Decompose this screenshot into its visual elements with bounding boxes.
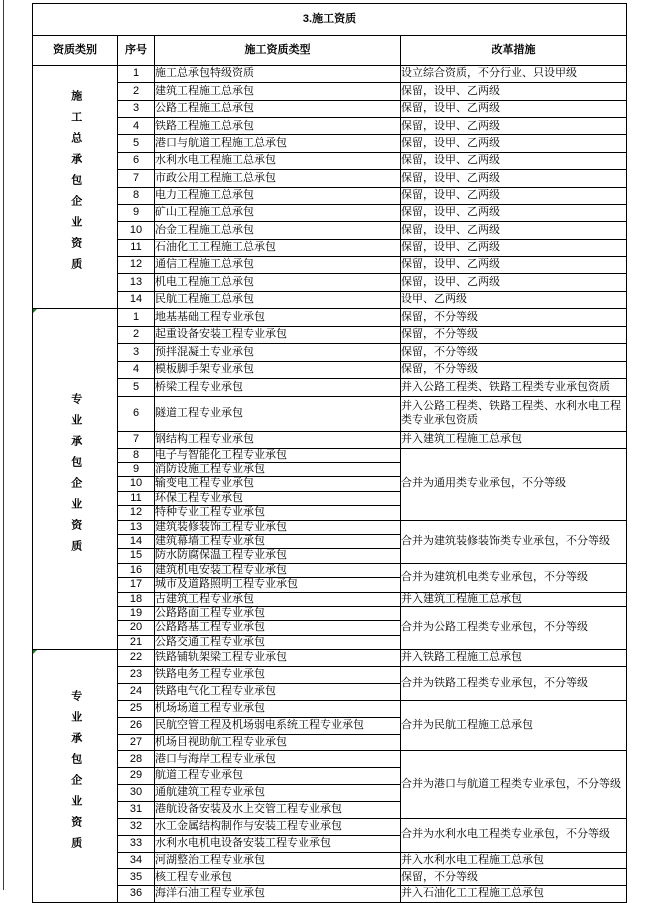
sheet-gridline-left <box>3 0 4 890</box>
row-number-cell: 35 <box>118 869 155 886</box>
type-cell: 机电工程施工总承包 <box>155 274 401 291</box>
measure-cell: 保留，设甲、乙两级 <box>401 118 627 135</box>
table-row <box>33 818 627 835</box>
type-cell: 港口与海岸工程专业承包 <box>155 751 401 768</box>
measure-cell: 保留，设甲、乙两级 <box>401 170 627 187</box>
table-row <box>33 379 627 397</box>
type-cell: 港航设备安装及水上交管工程专业承包 <box>155 801 401 818</box>
row-number-cell: 28 <box>118 751 155 768</box>
measure-cell: 保留，设甲、乙两级 <box>401 274 627 291</box>
measure-cell: 并入建筑工程施工总承包 <box>401 592 627 606</box>
excel-error-marker-icon <box>33 309 37 313</box>
type-cell: 水利水电机电设备安装工程专业承包 <box>155 835 401 852</box>
title-row <box>33 4 627 36</box>
row-number-cell: 3 <box>118 100 155 117</box>
row-number-cell: 24 <box>118 683 155 700</box>
row-number-cell: 34 <box>118 852 155 869</box>
table-row <box>33 700 627 717</box>
type-cell: 输变电工程专业承包 <box>155 477 401 491</box>
row-number-cell: 10 <box>118 477 155 491</box>
row-number-cell: 12 <box>118 506 155 520</box>
row-number-cell: 14 <box>118 291 155 308</box>
row-number-cell: 7 <box>118 170 155 187</box>
category-cell <box>33 650 118 903</box>
excel-error-marker-icon <box>33 650 37 654</box>
row-number-cell: 30 <box>118 785 155 802</box>
type-cell: 公路路基工程专业承包 <box>155 621 401 635</box>
column-header-type: 施工资质类型 <box>155 36 401 66</box>
type-cell: 地基基础工程专业承包 <box>155 309 401 327</box>
type-cell: 铁路铺轨架梁工程专业承包 <box>155 650 401 667</box>
qualification-table-body <box>33 4 627 903</box>
table-row <box>33 66 627 83</box>
measure-cell: 合并为建筑装修装饰类专业承包，不分等级 <box>401 520 627 563</box>
measure-cell: 合并为公路工程类专业承包，不分等级 <box>401 607 627 650</box>
category-label: 施工总承包企业资质 <box>69 90 82 280</box>
type-cell: 公路工程施工总承包 <box>155 100 401 117</box>
category-cell <box>33 309 118 650</box>
measure-cell: 保留，不分等级 <box>401 309 627 327</box>
measure-cell: 保留，设甲、乙两级 <box>401 239 627 256</box>
table-row <box>33 344 627 362</box>
type-cell: 建筑机电安装工程专业承包 <box>155 563 401 577</box>
row-number-cell: 8 <box>118 187 155 204</box>
row-number-cell: 25 <box>118 700 155 717</box>
type-cell: 防水防腐保温工程专业承包 <box>155 549 401 563</box>
measure-cell: 合并为港口与航道工程类专业承包，不分等级 <box>401 751 627 818</box>
type-cell: 起重设备安装工程专业承包 <box>155 326 401 344</box>
type-cell: 预拌混凝土专业承包 <box>155 344 401 362</box>
measure-cell: 保留，设甲、乙两级 <box>401 152 627 169</box>
table-row <box>33 326 627 344</box>
row-number-cell: 5 <box>118 135 155 152</box>
row-number-cell: 11 <box>118 239 155 256</box>
measure-cell: 保留，设甲、乙两级 <box>401 256 627 273</box>
row-number-cell: 22 <box>118 650 155 667</box>
row-number-cell: 29 <box>118 768 155 785</box>
measure-cell: 并入公路工程类、铁路工程类、水利水电工程类专业承包资质 <box>401 396 627 431</box>
type-cell: 电子与智能化工程专业承包 <box>155 448 401 462</box>
measure-cell: 保留，不分等级 <box>401 326 627 344</box>
type-cell: 环保工程专业承包 <box>155 491 401 505</box>
measure-cell: 并入石油化工工程施工总承包 <box>401 886 627 903</box>
row-number-cell: 33 <box>118 835 155 852</box>
type-cell: 电力工程施工总承包 <box>155 187 401 204</box>
type-cell: 隧道工程专业承包 <box>155 396 401 431</box>
type-cell: 建筑工程施工总承包 <box>155 83 401 100</box>
table-row <box>33 751 627 768</box>
type-cell: 港口与航道工程施工总承包 <box>155 135 401 152</box>
row-number-cell: 17 <box>118 578 155 592</box>
type-cell: 民航空管工程及机场弱电系统工程专业承包 <box>155 717 401 734</box>
table-row <box>33 852 627 869</box>
table-row <box>33 118 627 135</box>
qualification-table <box>32 3 627 903</box>
type-cell: 古建筑工程专业承包 <box>155 592 401 606</box>
row-number-cell: 2 <box>118 326 155 344</box>
measure-cell: 合并为通用类专业承包，不分等级 <box>401 448 627 520</box>
table-row <box>33 520 627 534</box>
measure-cell: 合并为民航工程施工总承包 <box>401 700 627 751</box>
type-cell: 铁路电气化工程专业承包 <box>155 683 401 700</box>
measure-cell: 保留，设甲、乙两级 <box>401 135 627 152</box>
row-number-cell: 18 <box>118 592 155 606</box>
table-row <box>33 256 627 273</box>
type-cell: 机场场道工程专业承包 <box>155 700 401 717</box>
type-cell: 建筑装修装饰工程专业承包 <box>155 520 401 534</box>
type-cell: 通信工程施工总承包 <box>155 256 401 273</box>
table-row <box>33 204 627 221</box>
measure-cell: 并入公路工程类、铁路工程类专业承包资质 <box>401 379 627 397</box>
row-number-cell: 21 <box>118 635 155 649</box>
type-cell: 水利水电工程施工总承包 <box>155 152 401 169</box>
type-cell: 民航工程施工总承包 <box>155 291 401 308</box>
row-number-cell: 27 <box>118 734 155 751</box>
type-cell: 石油化工工程施工总承包 <box>155 239 401 256</box>
table-row <box>33 886 627 903</box>
type-cell: 航道工程专业承包 <box>155 768 401 785</box>
measure-cell: 保留，不分等级 <box>401 344 627 362</box>
row-number-cell: 7 <box>118 431 155 448</box>
row-number-cell: 19 <box>118 607 155 621</box>
table-row <box>33 650 627 667</box>
row-number-cell: 15 <box>118 549 155 563</box>
type-cell: 核工程专业承包 <box>155 869 401 886</box>
header-row <box>33 36 627 66</box>
row-number-cell: 6 <box>118 152 155 169</box>
measure-cell: 保留，设甲、乙两级 <box>401 187 627 204</box>
measure-cell: 合并为水利水电工程类专业承包，不分等级 <box>401 818 627 852</box>
row-number-cell: 9 <box>118 204 155 221</box>
row-number-cell: 23 <box>118 667 155 684</box>
table-row <box>33 667 627 684</box>
type-cell: 铁路工程施工总承包 <box>155 118 401 135</box>
row-number-cell: 13 <box>118 274 155 291</box>
type-cell: 建筑幕墙工程专业承包 <box>155 534 401 548</box>
row-number-cell: 14 <box>118 534 155 548</box>
table-row <box>33 396 627 431</box>
table-row <box>33 83 627 100</box>
type-cell: 矿山工程施工总承包 <box>155 204 401 221</box>
type-cell: 河湖整治工程专业承包 <box>155 852 401 869</box>
table-row <box>33 239 627 256</box>
type-cell: 城市及道路照明工程专业承包 <box>155 578 401 592</box>
row-number-cell: 36 <box>118 886 155 903</box>
row-number-cell: 16 <box>118 563 155 577</box>
type-cell: 模板脚手架专业承包 <box>155 361 401 379</box>
row-number-cell: 5 <box>118 379 155 397</box>
table-row <box>33 135 627 152</box>
row-number-cell: 12 <box>118 256 155 273</box>
measure-cell: 保留，不分等级 <box>401 869 627 886</box>
row-number-cell: 26 <box>118 717 155 734</box>
measure-cell: 保留，设甲、乙两级 <box>401 204 627 221</box>
type-cell: 公路交通工程专业承包 <box>155 635 401 649</box>
measure-cell: 并入铁路工程施工总承包 <box>401 650 627 667</box>
type-cell: 施工总承包特级资质 <box>155 66 401 83</box>
table-row <box>33 448 627 462</box>
page-title: 3.施工资质 <box>33 4 627 36</box>
table-row <box>33 869 627 886</box>
type-cell: 冶金工程施工总承包 <box>155 222 401 239</box>
measure-cell: 保留，设甲、乙两级 <box>401 100 627 117</box>
row-number-cell: 6 <box>118 396 155 431</box>
table-row <box>33 607 627 621</box>
table-row <box>33 170 627 187</box>
table-row <box>33 361 627 379</box>
measure-cell: 合并为建筑机电类专业承包，不分等级 <box>401 563 627 592</box>
measure-cell: 保留，设甲、乙两级 <box>401 222 627 239</box>
column-header-measure: 改革措施 <box>401 36 627 66</box>
row-number-cell: 8 <box>118 448 155 462</box>
table-row <box>33 100 627 117</box>
measure-cell: 设甲、乙两级 <box>401 291 627 308</box>
column-header-category: 资质类别 <box>33 36 118 66</box>
type-cell: 钢结构工程专业承包 <box>155 431 401 448</box>
type-cell: 特种专业工程专业承包 <box>155 506 401 520</box>
table-row <box>33 152 627 169</box>
row-number-cell: 3 <box>118 344 155 362</box>
measure-cell: 设立综合资质，不分行业、只设甲级 <box>401 66 627 83</box>
type-cell: 机场目视助航工程专业承包 <box>155 734 401 751</box>
table-row <box>33 291 627 308</box>
row-number-cell: 13 <box>118 520 155 534</box>
row-number-cell: 2 <box>118 83 155 100</box>
table-row <box>33 309 627 327</box>
table-row <box>33 187 627 204</box>
row-number-cell: 10 <box>118 222 155 239</box>
table-row <box>33 222 627 239</box>
table-row <box>33 274 627 291</box>
type-cell: 市政公用工程施工总承包 <box>155 170 401 187</box>
type-cell: 公路路面工程专业承包 <box>155 607 401 621</box>
row-number-cell: 11 <box>118 491 155 505</box>
table-row <box>33 592 627 606</box>
measure-cell: 合并为铁路工程类专业承包，不分等级 <box>401 667 627 701</box>
row-number-cell: 4 <box>118 361 155 379</box>
row-number-cell: 4 <box>118 118 155 135</box>
measure-cell: 保留，不分等级 <box>401 361 627 379</box>
table-row <box>33 431 627 448</box>
table-row <box>33 563 627 577</box>
row-number-cell: 9 <box>118 462 155 476</box>
measure-cell: 保留，设甲、乙两级 <box>401 83 627 100</box>
type-cell: 水工金属结构制作与安装工程专业承包 <box>155 818 401 835</box>
row-number-cell: 31 <box>118 801 155 818</box>
row-number-cell: 1 <box>118 309 155 327</box>
column-header-number: 序号 <box>118 36 155 66</box>
type-cell: 消防设施工程专业承包 <box>155 462 401 476</box>
type-cell: 桥梁工程专业承包 <box>155 379 401 397</box>
category-label: 专业承包企业资质 <box>69 392 82 561</box>
row-number-cell: 20 <box>118 621 155 635</box>
row-number-cell: 1 <box>118 66 155 83</box>
measure-cell: 并入水利水电工程施工总承包 <box>401 852 627 869</box>
measure-cell: 并入建筑工程施工总承包 <box>401 431 627 448</box>
category-label: 专业承包企业资质 <box>69 689 82 858</box>
category-cell <box>33 66 118 309</box>
row-number-cell: 32 <box>118 818 155 835</box>
type-cell: 铁路电务工程专业承包 <box>155 667 401 684</box>
type-cell: 通航建筑工程专业承包 <box>155 785 401 802</box>
type-cell: 海洋石油工程专业承包 <box>155 886 401 903</box>
